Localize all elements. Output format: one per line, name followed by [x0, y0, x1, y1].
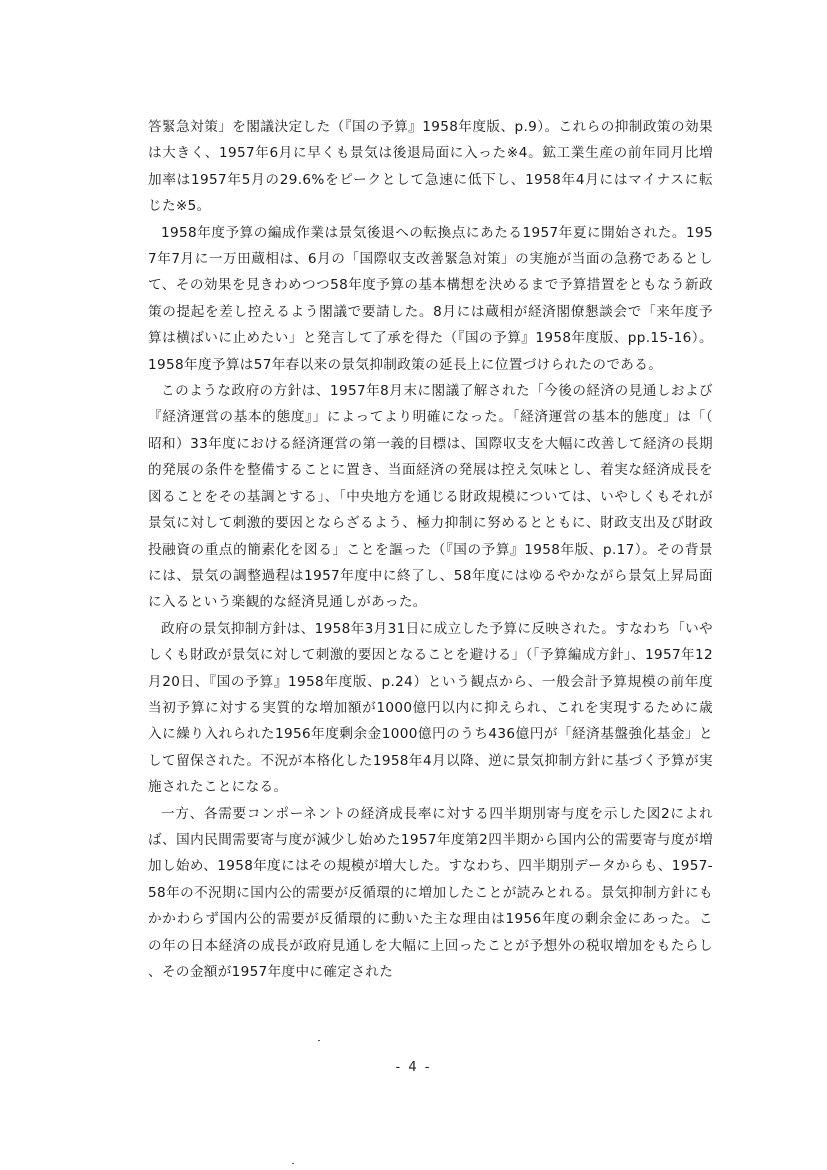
page-number: - 4 -: [395, 1060, 432, 1075]
paragraph-1: 答緊急対策」を閣議決定した（『国の予算』1958年度版、p.9）。これらの抑制政策の効果は大きく、1957年6月に早くも景気は後退局面に入った※4。鉱工業生産の前年同月比増加率は1957年5月の29.6%をピークとして急速に低下し、1958年4月にはマイナスに転じた※5。: [148, 119, 713, 215]
scan-speck: [292, 1163, 294, 1164]
paragraph-4: 政府の景気抑制方針は、1958年3月31日に成立した予算に反映された。すなわち「いやしくも財政が景気に対して刺激的要因となることを避ける」（「予算編成方針」、1957年12月20日、『国の予算』1958年度版、p.24）という観点から、一般会計予算規模の前年度当初予算に対する実質的な増加額が1000億円以内に抑えられ、これを実現するために歳入に繰り入れられた1956年度剰余金1000億円のうち436億円が「経済基盤強化基金」として留保された。不況が本格化した1958年4月以降、逆に景気抑制方針に基づく予算が実施されたことになる。: [148, 620, 713, 796]
paragraph-5: 一方、各需要コンポーネントの経済成長率に対する四半期別寄与度を示した図2によれば、国内民間需要寄与度が減少し始めた1957年度第2四半期から国内公的需要寄与度が増加し始め、1958年度にはその規模が増大した。すなわち、四半期別データからも、1957-58年の不況期に国内公的需要が反循環的に増加したことが読みとれる。景気抑制方針にもかかわらず国内公的需要が反循環的に動いた主な理由は1956年度の剰余金にあった。この年の日本経済の成長が政府見通しを大幅に上回ったことが予想外の税収増加をもたらし、その金額が1957年度中に確定された: [148, 805, 713, 980]
body-text: [148, 114, 713, 985]
paragraph-2: 1958年度予算の編成作業は景気後退への転換点にあたる1957年夏に開始された。1957年7月に一万田蔵相は、6月の「国際収支改善緊急対策」の実施が当面の急務であるとして、その効果を見きわめつつ58年度予算の基本構想を決めるまで予算措置をともなう新政策の提起を差し控えるよう閣議で要請した。8月には蔵相が経済閣僚懇談会で「来年度予算は横ばいに止めたい」と発言して了承を得た（『国の予算』1958年度版、pp.15-16）。1958年度予算は57年春以来の景気抑制政策の延長上に位置づけられたのである。: [148, 224, 713, 373]
paragraph-3: このような政府の方針は、1957年8月末に閣議了解された「今後の経済の見通しおよび『経済運営の基本的態度』」によってより明確になった。「経済運営の基本的態度」は「（昭和）33年度における経済運営の第一義的目標は、国際収支を大幅に改善して経済の長期的発展の条件を整備することに置き、当面経済の発展は控え気味とし、着実な経済成長を図ることをその基調とする」、「中央地方を通じる財政規模については、いやしくもそれが景気に対して刺激的要因とならざるよう、極力抑制に努めるとともに、財政支出及び財政投融資の重点的簡素化を図る」ことを謳った（『国の予算』1958年版、p.17）。その背景には、景気の調整過程は1957年度中に終了し、58年度にはゆるやかながら景気上昇局面に入るという楽観的な経済見通しがあった。: [148, 383, 713, 611]
scan-speck: [318, 1040, 320, 1041]
